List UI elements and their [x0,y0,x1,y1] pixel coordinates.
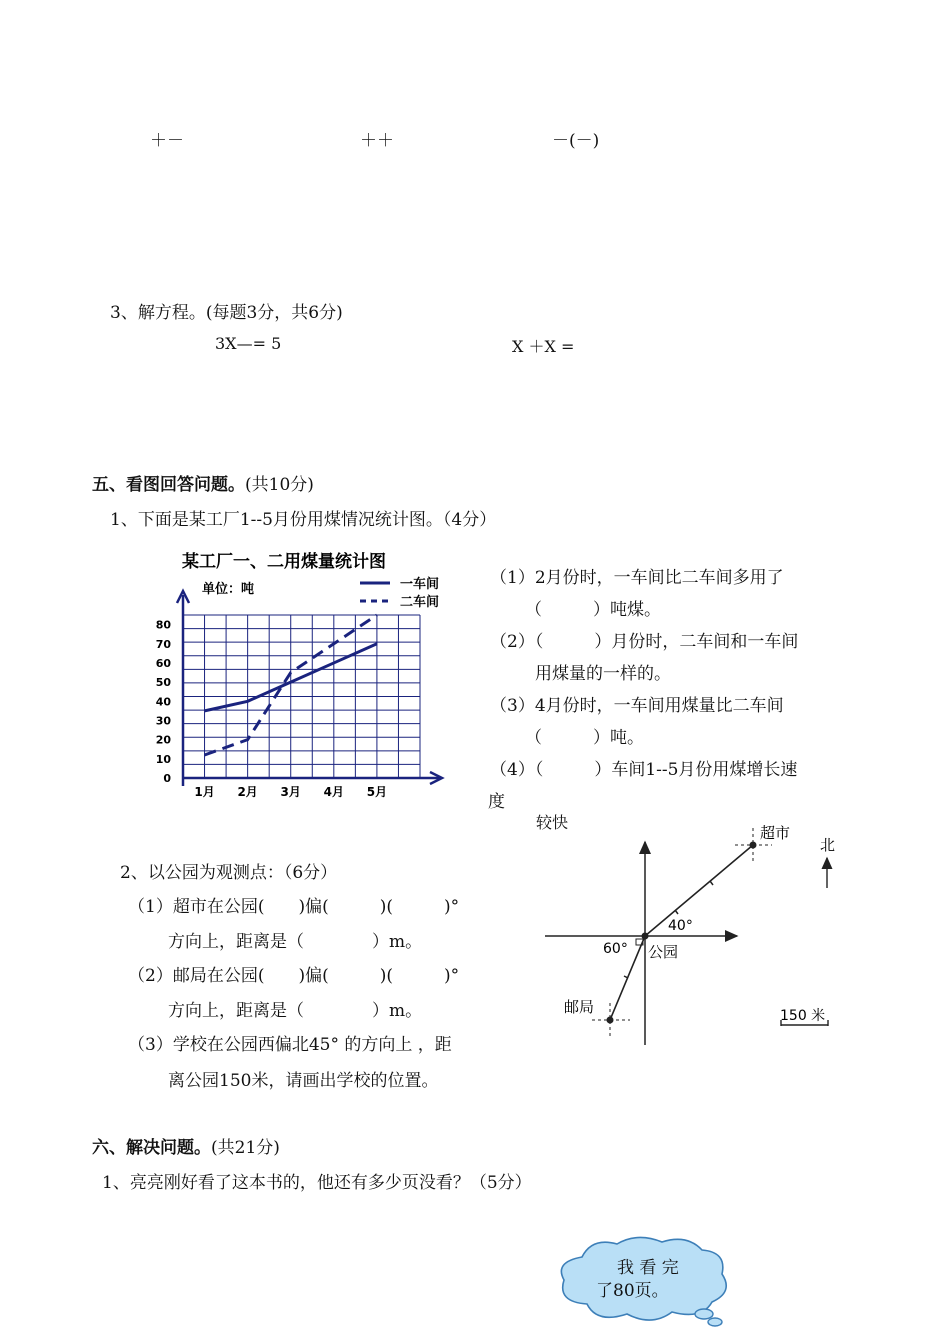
data-point [290,672,291,673]
direction-map [540,820,840,1050]
y-tick-label: 60 [155,656,171,670]
x-tick-label: 4月 [323,785,344,799]
section6-heading [92,1133,280,1158]
legend-label: 一车间 [400,577,440,592]
q1-4c: 较快 [536,813,569,832]
data-point [376,615,377,616]
north-label: 北 [820,836,836,854]
section6-q1: 1、亮亮刚好看了这本书的，他还有多少页没看？（5分） [102,1173,532,1193]
data-point [333,662,334,663]
equation-heading: 3、解方程。(每题3分，共6分) [110,303,343,323]
y-tick-label: 80 [155,618,171,632]
y-tick-label: 70 [155,637,171,651]
chart-title: 某工厂一、二用煤量统计图 [182,552,386,572]
y-tick-label: 50 [155,676,171,690]
q2-3b: 离公园150米，请画出学校的位置。 [168,1071,439,1091]
x-tick-label: 2月 [237,785,258,799]
q2-1b: 方向上，距离是（ ）m。 [168,932,423,952]
data-point [247,739,248,740]
data-point [204,754,205,755]
data-point [333,643,334,644]
data-point [204,710,205,711]
chart-unit: 单位：吨 [202,582,255,597]
section5-q2: 2、以公园为观测点：（6分） [120,863,338,883]
x-tick-label: 5月 [366,785,388,799]
y-tick-label: 30 [155,714,171,728]
angle-40: 40° [668,918,693,934]
section5-points: (共10分) [245,475,314,495]
cloud-text-2: 了80页。 [596,1281,669,1301]
legend-label: 二车间 [400,595,440,610]
section6-points: (共21分) [211,1138,280,1158]
op-b: ＋＋ [360,131,394,151]
y-tick-label: 10 [155,752,171,766]
angle-60: 60° [603,941,628,957]
x-tick-label: 1月 [194,785,215,799]
q2-3a: （3）学校在公园西偏北45° 的方向上 ，距 [128,1035,452,1055]
data-point [376,643,377,644]
q1-1a: （1）2月份时，一车间比二车间多用了 [490,568,784,588]
q1-1b: （ ）吨煤。 [525,600,661,620]
y-tick-label: 0 [163,772,171,785]
section6-title: 六、解决问题。 [92,1138,211,1158]
q1-2b: 用煤量的一样的。 [535,664,671,684]
chart-grid [156,591,442,799]
q2-2b: 方向上，距离是（ ）m。 [168,1001,423,1021]
q2-1a: （1）超市在公园( )偏( )( )° [128,897,460,917]
market-label: 超市 [760,824,791,842]
data-point [247,701,248,702]
equation-2: X ＋X = [512,337,575,356]
cloud-text-1: 我 看 完 [617,1258,679,1278]
q1-2a: （2）（ ）月份时，二车间和一车间 [490,632,799,652]
park-label: 公园 [648,943,679,961]
chart-legend [360,576,439,610]
coal-usage-chart [150,545,450,805]
op-c: －(－) [552,131,600,151]
x-tick-label: 3月 [280,785,301,799]
q1-3a: （3）4月份时，一车间用煤量比二车间 [490,696,784,716]
y-tick-label: 20 [155,733,171,747]
q1-3b: （ ）吨。 [525,728,644,748]
scale-label: 150 米 [780,1008,826,1024]
q1-4a: （4）（ ）车间1--5月份用煤增长速 [490,760,798,780]
section5-title: 五、看图回答问题。 [92,475,245,495]
y-tick-label: 40 [155,695,171,709]
market-line [645,845,753,936]
section5-heading [92,470,314,495]
q1-4b: 度 [488,792,505,812]
equation-1: 3X—= 5 [215,334,282,353]
data-point [290,682,291,683]
op-a: ＋－ [150,131,184,151]
q2-2a: （2）邮局在公园( )偏( )( )° [128,966,460,986]
section5-q1: 1、下面是某工厂1--5月份用煤情况统计图。（4分） [110,510,497,530]
post-label: 邮局 [564,998,595,1016]
